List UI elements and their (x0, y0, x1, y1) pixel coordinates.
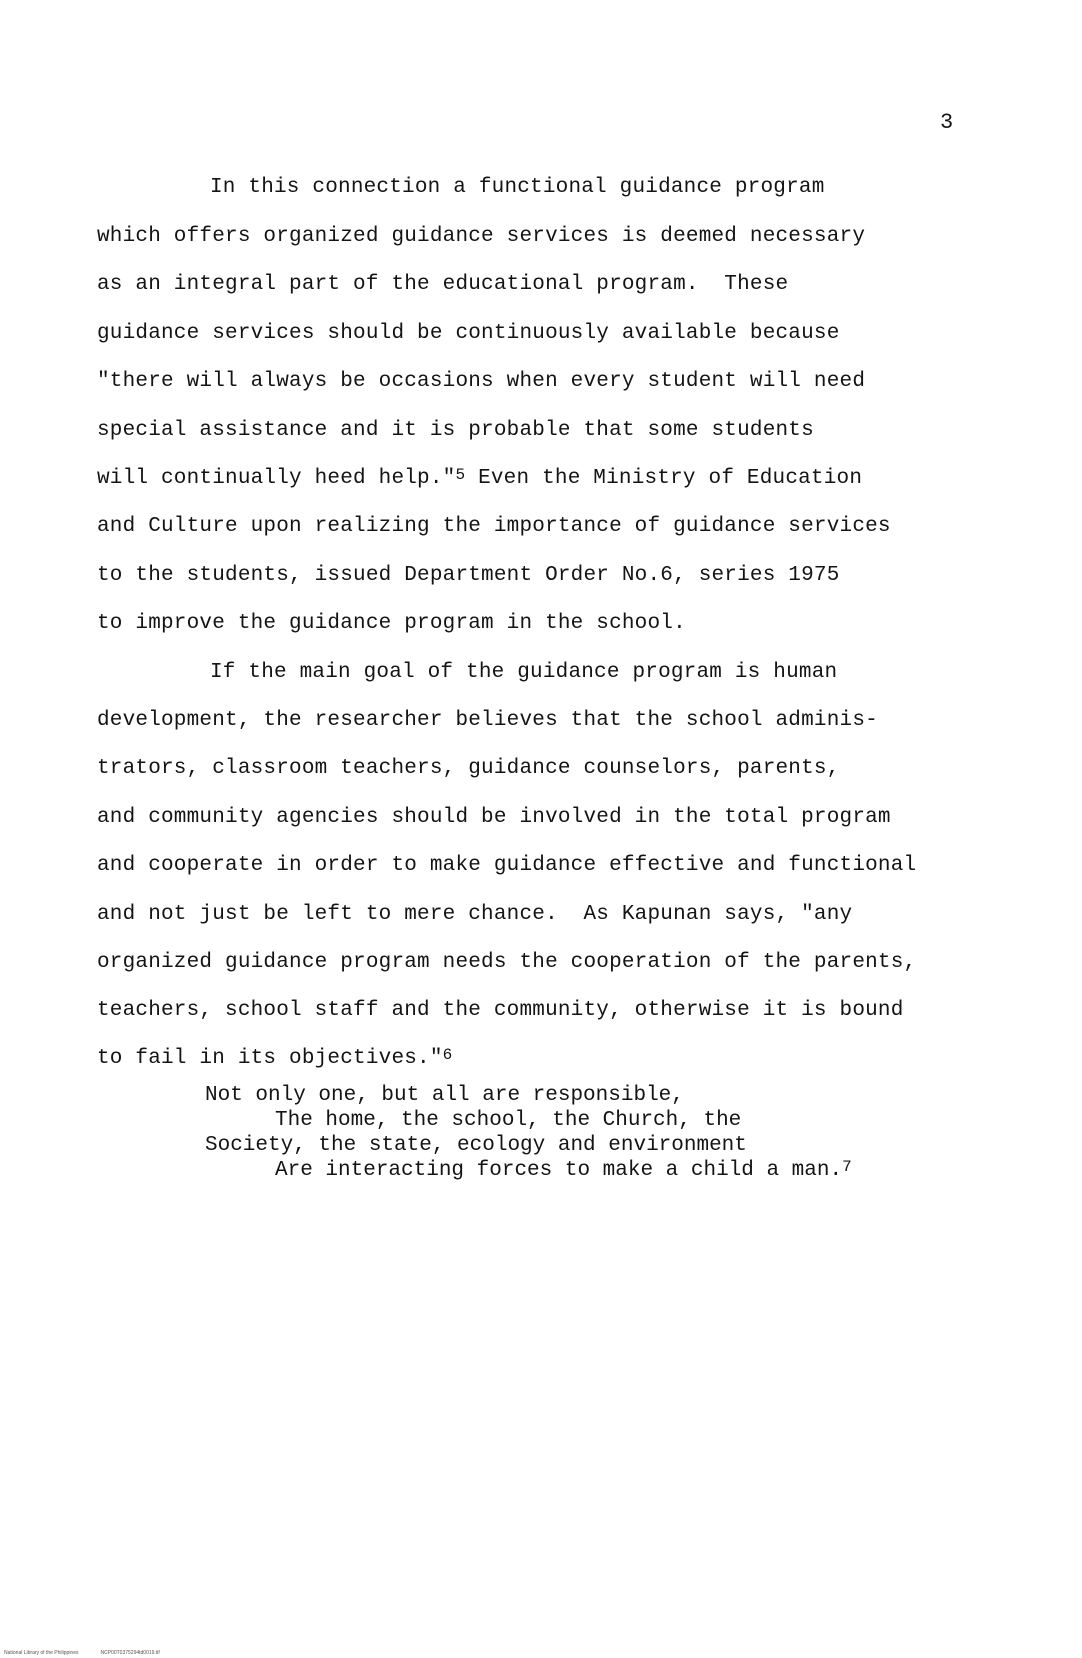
footnote-ref-5: 5 (455, 466, 466, 484)
paragraph-1-line-6: special assistance and it is probable that some students (97, 419, 814, 442)
footnote-ref-7: 7 (842, 1158, 852, 1176)
paragraph-1-line-1: In this connection a functional guidance program (210, 176, 825, 199)
paragraph-2-line-2: development, the researcher believes that the school adminis- (97, 709, 878, 732)
footer-library: National Library of the Philippines (4, 1650, 79, 1656)
quote-line-1: Not only one, but all are responsible, (205, 1084, 684, 1107)
quote-line-4-text: Are interacting forces to make a child a man. (275, 1159, 843, 1182)
paragraph-2-line-8: teachers, school staff and the community, otherwise it is bound (97, 999, 904, 1022)
quote-line-3: Society, the state, ecology and environment (205, 1134, 747, 1157)
paragraph-1-line-10: to improve the guidance program in the school. (97, 612, 686, 635)
paragraph-1-line-7-text: will continually heed help." (97, 467, 456, 490)
paragraph-2-line-6: and not just be left to mere chance. As Kapunan says, "any (97, 903, 853, 926)
paragraph-1-line-2: which offers organized guidance services is deemed necessary (97, 225, 866, 248)
page-number: 3 (940, 110, 954, 135)
footer-code: NCP00T0375294td0019.tif (100, 1650, 160, 1656)
quote-line-2: The home, the school, the Church, the (275, 1109, 742, 1132)
paragraph-1-line-3: as an integral part of the educational program. These (97, 273, 789, 296)
paragraph-1-line-4: guidance services should be continuously available because (97, 322, 840, 345)
paragraph-2-line-5: and cooperate in order to make guidance effective and functional (97, 854, 917, 877)
paragraph-2-line-3: trators, classroom teachers, guidance counselors, parents, (97, 757, 840, 780)
paragraph-2-line-9 (97, 1046, 452, 1072)
paragraph-2-line-4: and community agencies should be involved in the total program (97, 806, 891, 829)
paragraph-1-line-8: and Culture upon realizing the importance of guidance services (97, 515, 891, 538)
paragraph-1-line-9: to the students, issued Department Order No.6, series 1975 (97, 564, 840, 587)
paragraph-2-line-9-text: to fail in its objectives." (97, 1047, 443, 1070)
paragraph-1-line-7 (97, 466, 862, 492)
paragraph-1-line-5: "there will always be occasions when every student will need (97, 370, 866, 393)
scan-footer (4, 1650, 182, 1656)
paragraph-2-line-1: If the main goal of the guidance program is human (210, 661, 838, 684)
paragraph-1-line-7-continued: Even the Ministry of Education (465, 467, 863, 490)
footnote-ref-6: 6 (442, 1046, 453, 1064)
quote-line-4 (275, 1158, 852, 1184)
paragraph-2-line-7: organized guidance program needs the cooperation of the parents, (97, 951, 917, 974)
